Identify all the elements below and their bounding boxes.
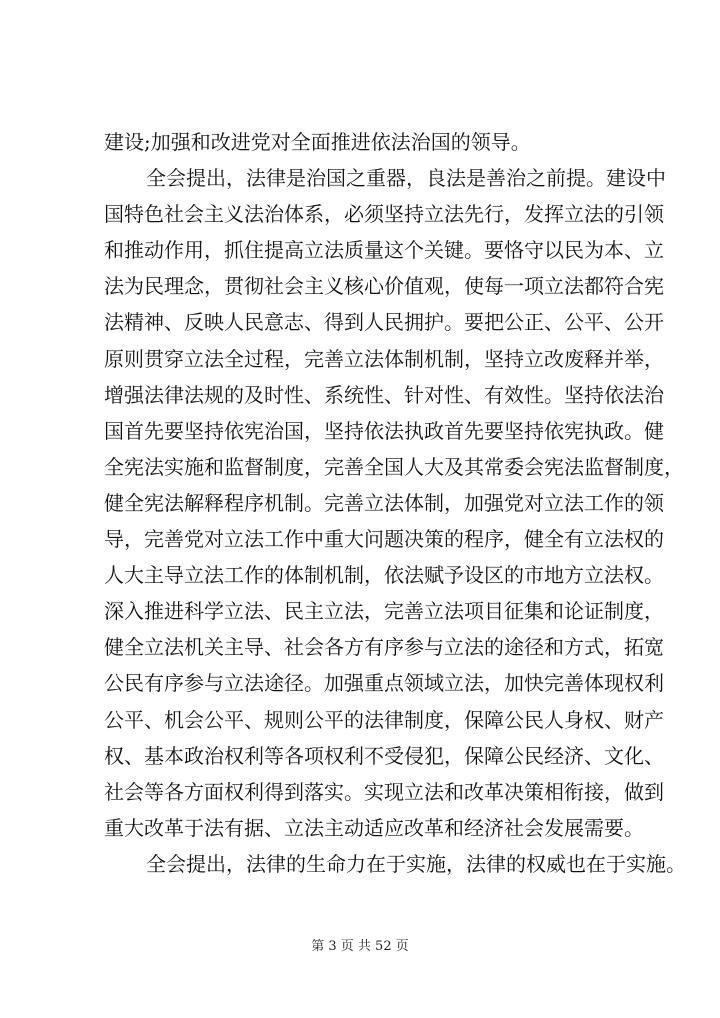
text-line: 国特色社会主义法治体系，必须坚持立法先行，发挥立法的引领 (104, 202, 664, 227)
text-line: 法为民理念，贯彻社会主义核心价值观，使每一项立法都符合宪 (104, 274, 664, 299)
text-line: 重大改革于法有据、立法主动适应改革和经济社会发展需要。 (104, 815, 644, 840)
text-line: 建设;加强和改进党对全面推进依法治国的领导。 (104, 130, 531, 154)
text-line: 全宪法实施和监督制度，完善全国人大及其常委会宪法监督制度， (104, 454, 684, 479)
text-line: 和推动作用，抓住提高立法质量这个关键。要恪守以民为本、立 (104, 238, 664, 263)
text-line: 公民有序参与立法途径。加强重点领域立法，加快完善体现权利 (104, 671, 664, 696)
document-body (104, 124, 686, 882)
page-number-footer: 第 3 页 共 52 页 (311, 939, 409, 954)
text-line: 原则贯穿立法全过程，完善立法体制机制，坚持立改废释并举， (104, 346, 664, 371)
text-line: 人大主导立法工作的体制机制，依法赋予设区的市地方立法权。 (104, 563, 664, 588)
text-line: 健全立法机关主导、社会各方有序参与立法的途径和方式，拓宽 (104, 635, 664, 660)
text-line: 法精神、反映人民意志、得到人民拥护。要把公正、公平、公开 (104, 310, 664, 335)
text-line: 公平、机会公平、规则公平的法律制度，保障公民人身权、财产 (104, 707, 664, 732)
text-line: 全会提出，法律的生命力在于实施，法律的权威也在于实施。 (146, 851, 686, 876)
text-line: 导，完善党对立法工作中重大问题决策的程序，健全有立法权的 (104, 527, 664, 552)
text-line: 健全宪法解释程序机制。完善立法体制，加强党对立法工作的领 (104, 490, 664, 515)
text-line: 全会提出，法律是治国之重器，良法是善治之前提。建设中 (146, 166, 666, 191)
text-line: 权、基本政治权利等各项权利不受侵犯，保障公民经济、文化、 (104, 743, 664, 768)
text-line: 国首先要坚持依宪治国，坚持依法执政首先要坚持依宪执政。健 (104, 418, 664, 443)
text-line: 增强法律法规的及时性、系统性、针对性、有效性。坚持依法治 (104, 382, 664, 407)
text-line: 社会等各方面权利得到落实。实现立法和改革决策相衔接，做到 (104, 779, 664, 804)
text-line: 深入推进科学立法、民主立法，完善立法项目征集和论证制度， (104, 599, 664, 624)
